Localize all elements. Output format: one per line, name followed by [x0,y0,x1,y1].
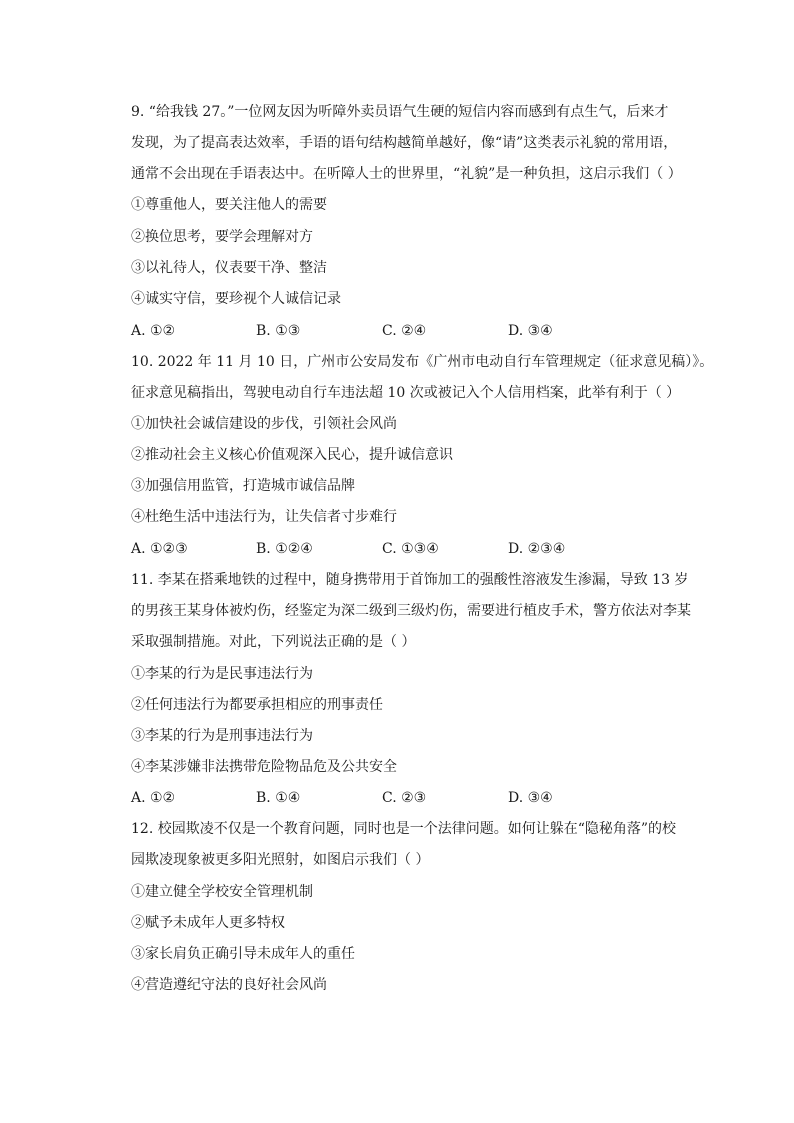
statement: ③家长肩负正确引导未成年人的重任 [131,946,355,962]
answer-options [131,788,691,808]
question-stem-line: 12. 校园欺凌不仅是一个教育问题，同时也是一个法律问题。如何让躲在“隐秘角落”的校 [131,821,677,837]
statement: ②赋予未成年人更多特权 [131,915,285,931]
statement: ④营造遵纪守法的良好社会风尚 [131,977,327,993]
question-stem-line: 征求意见稿指出，驾驶电动自行车违法超 10 次或被记入个人信用档案，此举有利于（ ） [131,385,681,401]
question-stem-line: 发现，为了提高表达效率，手语的语句结构越简单越好，像“请”这类表示礼貌的常用语， [131,135,678,151]
statement: ①尊重他人，要关注他人的需要 [131,197,327,213]
statement: ②推动社会主义核心价值观深入民心，提升诚信意识 [131,447,453,463]
answer-options [131,539,691,559]
question-stem-line: 10. 2022 年 11 月 10 日，广州市公安局发布《广州市电动自行车管理规定（征求意见稿）》。 [131,354,714,370]
question-stem-line: 的男孩王某身体被灼伤，经鉴定为深二级到三级灼伤，需要进行植皮手术，警方依法对李某 [131,603,691,619]
question-stem-line: 11. 李某在搭乘地铁的过程中，随身携带用于首饰加工的强酸性溶液发生渗漏，导致 13 岁 [131,572,689,588]
option-d: D. ②③④ [508,541,566,557]
statement: ②任何违法行为都要承担相应的刑事责任 [131,697,383,713]
statement: ①建立健全学校安全管理机制 [131,884,313,900]
option-a: A. ①②③ [131,541,188,557]
statement: ④诚实守信，要珍视个人诚信记录 [131,291,341,307]
statement: ④杜绝生活中违法行为，让失信者寸步难行 [131,509,397,525]
statement: ③李某的行为是刑事违法行为 [131,728,313,744]
statement: ④李某涉嫌非法携带危险物品危及公共安全 [131,759,397,775]
option-a: A. ①② [131,323,176,339]
option-d: D. ③④ [508,323,553,339]
answer-options [131,321,691,341]
question-stem-line: 园欺凌现象被更多阳光照射，如图启示我们（ ） [131,852,430,868]
option-b: B. ①③ [256,323,301,339]
option-c: C. ②④ [382,323,427,339]
statement: ②换位思考，要学会理解对方 [131,229,313,245]
statement: ①李某的行为是民事违法行为 [131,666,313,682]
statement: ③加强信用监管，打造城市诚信品牌 [131,478,355,494]
statement: ③以礼待人，仪表要干净、整洁 [131,260,327,276]
option-b: B. ①②④ [256,541,313,557]
option-c: C. ②③ [382,790,427,806]
option-a: A. ①② [131,790,176,806]
question-stem-line: 通常不会出现在手语表达中。在听障人士的世界里，“礼貌”是一种负担，这启示我们（ ） [131,166,682,182]
question-stem-line: 9. “给我钱 27。”一位网友因为听障外卖员语气生硬的短信内容而感到有点生气，后来才 [131,104,669,120]
statement: ①加快社会诚信建设的步伐，引领社会风尚 [131,416,397,432]
option-c: C. ①③④ [382,541,439,557]
question-stem-line: 采取强制措施。对此，下列说法正确的是（ ） [131,634,416,650]
option-d: D. ③④ [508,790,553,806]
option-b: B. ①④ [256,790,301,806]
